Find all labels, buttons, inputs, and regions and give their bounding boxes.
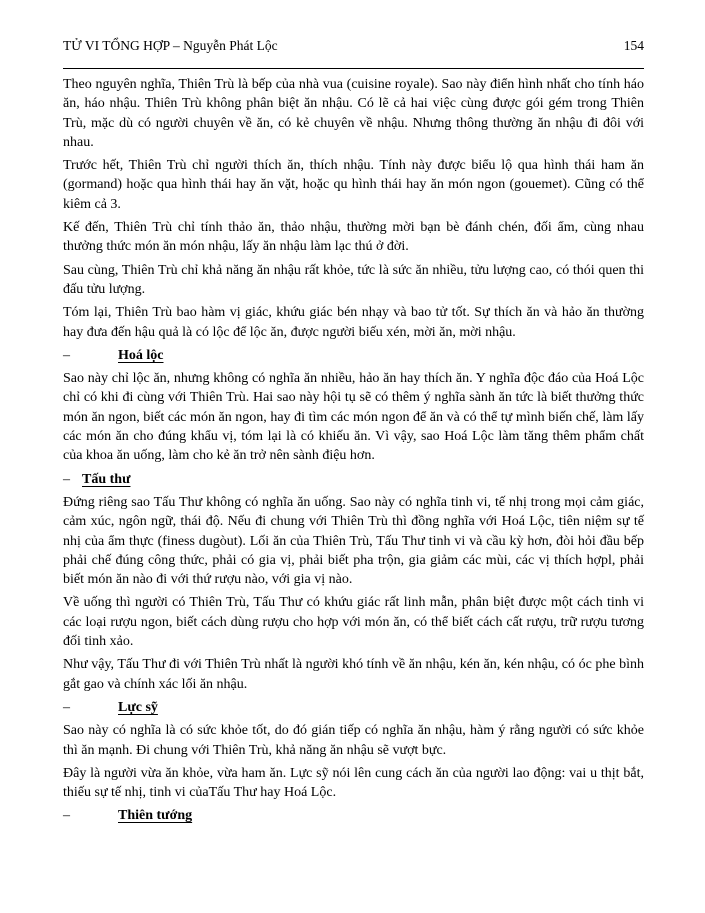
heading-dash: – (63, 347, 70, 363)
heading-label: Tấu thư (82, 471, 131, 487)
header-rule (63, 68, 644, 69)
page-body (63, 75, 644, 826)
paragraph: Theo nguyên nghĩa, Thiên Trù là bếp của nhà vua (cuisine royale). Sao này điển hình nhất cho tính háo ăn, háo nhậu. Thiên Trù không phân biệt ăn nhậu. Có lẽ cả hai việc cùng được gói gém trong Thiên Trù, mặc dù có người chuyên về ăn, có kẻ chuyên về nhậu. Nhưng thông thường ăn nhậu đi đôi với nhau. (63, 77, 644, 150)
paragraph: Trước hết, Thiên Trù chỉ người thích ăn, thích nhậu. Tính này được biểu lộ qua hình thái ham ăn (gormand) hoặc qua hình thái hay ăn vặt, hoặc qu hình thái hay ăn món ngon (gouemet). Cũng có thể kiêm cả 3. (63, 158, 644, 212)
page-number: 154 (623, 38, 644, 53)
heading-dash: – (63, 699, 70, 715)
section-heading (63, 346, 644, 365)
paragraph: Về uống thì người có Thiên Trù, Tấu Thư có khứu giác rất linh mẫn, phân biệt được một cách tinh vi các loại rượu ngon, biết cách dùng rượu cho hợp với món ăn, có thể biết cách cất rượu, trữ rượu tương đối tinh xảo. (63, 595, 644, 650)
text-block (63, 37, 644, 830)
paragraph: Sau cùng, Thiên Trù chỉ khả năng ăn nhậu rất khỏe, tức là sức ăn nhiều, tửu lượng cao, có thói quen thi đấu tửu lượng. (63, 262, 644, 297)
section-heading (63, 698, 644, 717)
paragraph: Đây là người vừa ăn khỏe, vừa ham ăn. Lực sỹ nói lên cung cách ăn của người lao động: vai u thịt bắt, thiếu sự tế nhị, tinh vi củaTấu Thư hay Hoá Lộc. (63, 765, 644, 801)
paragraph: Sao này chỉ lộc ăn, nhưng không có nghĩa ăn nhiều, hảo ăn hay thích ăn. Y nghĩa độc đáo của Hoá Lộc chỉ có khi đi cùng với Thiên Trù. Hai sao này hội tụ sẽ có thêm ý nghĩa sành ăn tức là biết thưởng thức món ăn ngon, biết các món ăn ngon, hay đi tìm các món ngon để ăn và có thể tự mình biến chế, làm lấy các món ăn cho đúng khẩu vị, tóm lại là có khiếu ăn. Vì vậy, sao Hoá Lộc làm tăng thêm phẩm chất của khoa ăn uống, làm cho kẻ ăn trở nên sành điệu hơn. (63, 371, 644, 464)
section-heading (63, 806, 644, 825)
paragraph: Kế đến, Thiên Trù chỉ tính thảo ăn, thảo nhậu, thường mời bạn bè đánh chén, đối ẩm, cùng nhau thưởng thức món ăn món nhậu, lấy ăn nhậu làm lạc thú ở đời. (63, 220, 644, 255)
paragraph: Như vậy, Tấu Thư đi với Thiên Trù nhất là người khó tính về ăn nhậu, kén ăn, kén nhậu, có óc phe bình gắt gao và chính xác lối ăn nhậu. (63, 657, 644, 692)
paragraph: Sao này có nghĩa là có sức khỏe tốt, do đó gián tiếp có nghĩa ăn nhậu, hàm ý rằng người có sức khỏe thì ăn mạnh. Đi chung với Thiên Trù, khả năng ăn nhậu sẽ vượt bực. (63, 723, 644, 758)
paragraph: Đứng riêng sao Tấu Thư không có nghĩa ăn uống. Sao này có nghĩa tinh vi, tế nhị trong mọi cảm giác, cảm xúc, ngôn ngữ, thái độ. Nếu đi chung với Thiên Trù thì đồng nghĩa với Hoá Lộc, tiên niệm sự tế nhị của ẩm thực (finess dugòut). Lối ăn của Thiên Trù, Tấu Thư tinh vi và cầu kỳ hơn, đòi hỏi đầu bếp phải chế đúng công thức, phải có gia vị, phải biết pha trộn, gia giảm các mùi, các vị thích hợpl, phải biết món ăn nào đi với thứ rượu nào, với gia vị nào. (63, 494, 644, 588)
heading-label: Lực sỹ (118, 699, 158, 715)
section-heading (63, 470, 644, 489)
page-header (63, 37, 644, 54)
paragraph: Tóm lại, Thiên Trù bao hàm vị giác, khứu giác bén nhạy và bao tử tốt. Sự thích ăn và hảo ăn thường hay đưa đến hậu quả là có lộc để lộc ăn, được người biếu xén, mời ăn, mời nhậu. (63, 305, 644, 340)
heading-dash: – (63, 471, 70, 487)
heading-dash: – (63, 808, 70, 824)
heading-label: Thiên tướng (118, 808, 193, 824)
heading-label: Hoá lộc (118, 347, 164, 363)
running-title: TỬ VI TỔNG HỢP – Nguyễn Phát Lộc (63, 38, 278, 53)
